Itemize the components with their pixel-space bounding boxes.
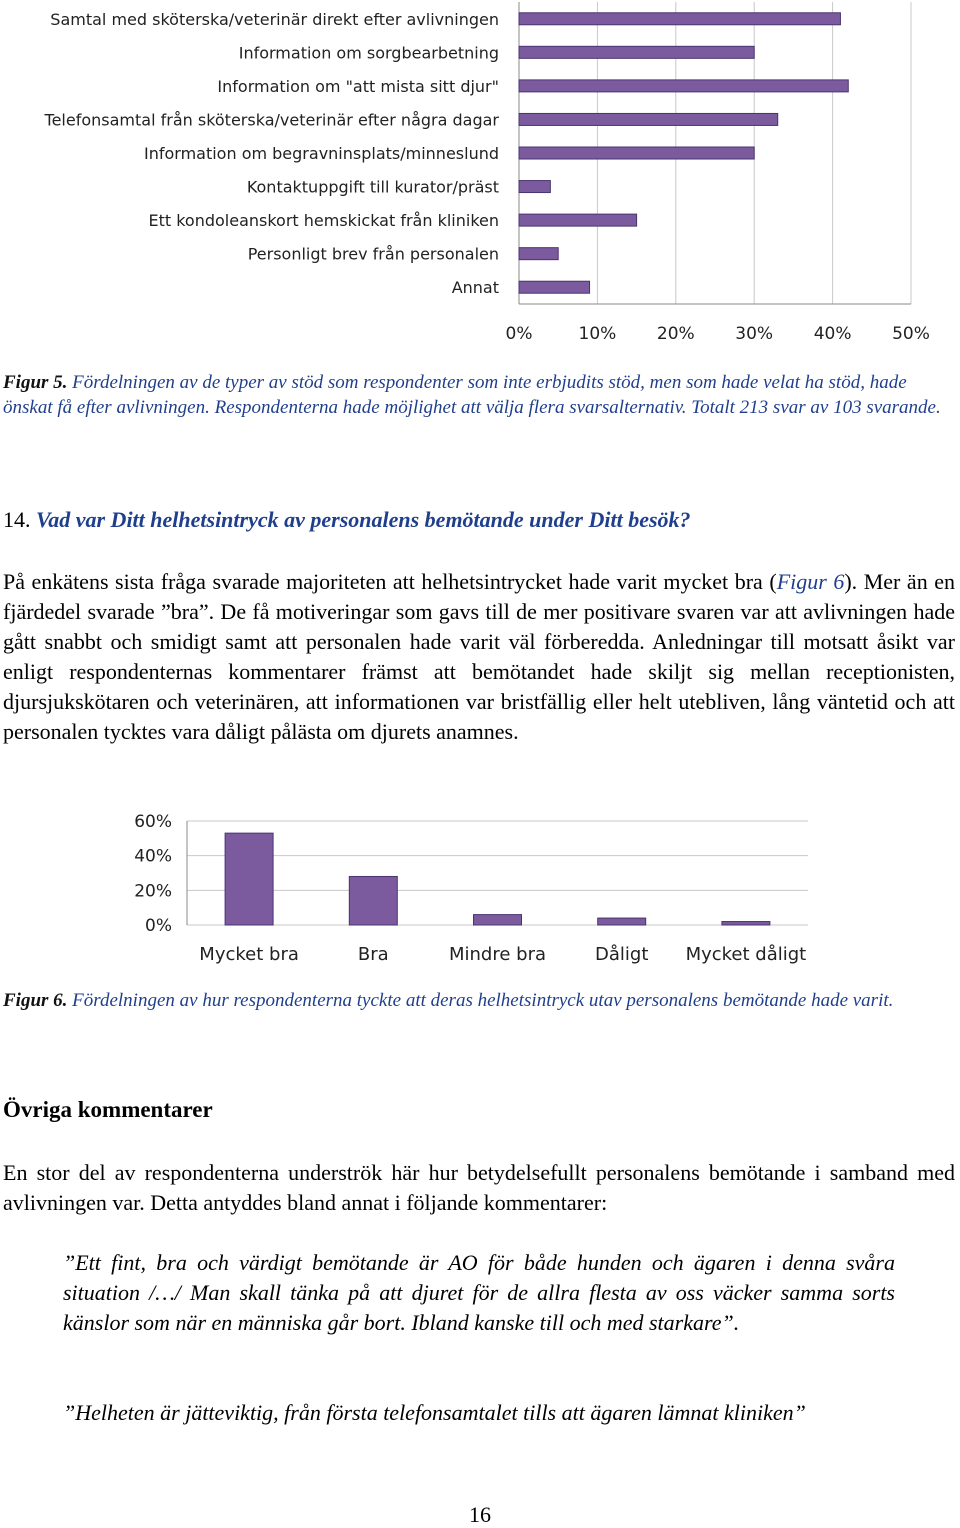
category-label: Information om sorgbearbetning (238, 43, 499, 63)
bar (519, 248, 558, 260)
figure-5-svg (0, 0, 960, 352)
question-14-heading (3, 507, 691, 533)
category-label: Mycket bra (199, 944, 299, 965)
bar (519, 214, 637, 226)
category-label: Ett kondoleanskort hemskickat från kliniken (148, 211, 499, 231)
bar (519, 181, 550, 193)
page-number: 16 (469, 1502, 491, 1527)
category-label: Personligt brev från personalen (247, 244, 499, 264)
quote-2: ”Helheten är jätteviktig, från första telefonsamtalet tills att ägaren lämnat kliniken” (63, 1400, 806, 1425)
figure-6-reference: Figur 6 (776, 569, 845, 594)
x-tick-label: 20% (656, 324, 695, 344)
y-tick-label: 20% (134, 881, 172, 902)
category-label: Mycket dåligt (685, 944, 807, 965)
y-tick-label: 0% (145, 916, 172, 936)
figure-5-label: Figur 5. (3, 372, 68, 393)
bar (519, 147, 754, 159)
category-label: Mindre bra (448, 944, 547, 965)
figure-5-chart (0, 0, 960, 352)
section-intro: En stor del av respondenterna underströk här hur betydelsefullt personalens bemötande i samband med avlivningen var. Detta antyddes bland annat i följande kommentarer: (3, 1160, 955, 1215)
x-tick-label: 30% (735, 324, 774, 344)
category-label: Telefonsamtal från sköterska/veterinär efter några dagar (44, 110, 499, 130)
figure-5-caption (3, 370, 957, 420)
bar (519, 80, 848, 92)
question-number: 14. (3, 507, 31, 532)
bar (349, 876, 397, 925)
results-paragraph (3, 567, 955, 747)
figure-6-label: Figur 6. (3, 990, 68, 1011)
figure-6-chart (0, 800, 960, 980)
figure-5-caption-text: Fördelningen av de typer av stöd som respondenter som inte erbjudits stöd, men som hade velat ha stöd, hade önskat få efter avlivningen. Respondenterna hade möjlighet att välja flera svarsalternativ. Totalt 213 svar av 103 svarande. (3, 372, 941, 418)
figure-6-caption (3, 988, 957, 1013)
y-tick-label: 60% (134, 812, 172, 832)
category-label: Kontaktuppgift till kurator/präst (246, 177, 499, 197)
question-text: Vad var Ditt helhetsintryck av personalens bemötande under Ditt besök? (36, 507, 691, 532)
category-label: Information om "att mista sitt djur" (217, 76, 499, 96)
y-tick-label: 40% (134, 846, 172, 867)
bar (519, 13, 840, 25)
bar (474, 915, 522, 925)
x-tick-label: 10% (578, 324, 617, 344)
bar (519, 46, 754, 58)
category-label: Information om begravninsplats/minneslund (143, 144, 499, 163)
bar (598, 918, 646, 925)
x-tick-label: 0% (505, 324, 533, 344)
category-label: Dåligt (595, 944, 649, 965)
x-tick-label: 50% (892, 324, 930, 344)
category-label: Annat (451, 278, 499, 298)
figure-6-caption-text: Fördelningen av hur respondenterna tyckte att deras helhetsintryck utav personalens bemötande hade varit. (67, 990, 894, 1011)
section-heading: Övriga kommentarer (3, 1097, 213, 1122)
paragraph-part-1: På enkätens sista fråga svarade majoriteten att helhetsintrycket hade varit mycket bra ( (3, 569, 777, 594)
category-label: Bra (357, 944, 389, 965)
bar (225, 833, 273, 925)
quote-1: ”Ett fint, bra och värdigt bemötande är AO för både hunden och ägaren i denna svåra situation /…/ Man skall tänka på att djuret för de allra flesta av oss väcker samma sorts känslor som när en människa går bort. Ibland kanske till och med starkare”. (63, 1250, 895, 1335)
bar (519, 281, 590, 293)
x-tick-label: 40% (813, 324, 852, 344)
category-label: Samtal med sköterska/veterinär direkt efter avlivningen (50, 9, 499, 29)
figure-6-svg (0, 800, 960, 980)
bar (722, 922, 770, 925)
bar (519, 113, 778, 125)
paragraph-part-2: ). Mer än en fjärdedel svarade ”bra”. De få motiveringar som gavs till de mer positivare svaren var att avlivningen hade gått snabbt och smidigt samt att personalen hade varit väl förberedda. Anledningar till motsatt åsikt var enligt respondenternas kommentarer främst att bemötandet hade skiljt sig mellan receptionisten, djursjukskötaren och veterinären, att informationen var bristfällig eller helt utebliven, lång väntetid och att personalen tycktes vara dåligt pålästa om djurets anamnes. (3, 569, 956, 744)
